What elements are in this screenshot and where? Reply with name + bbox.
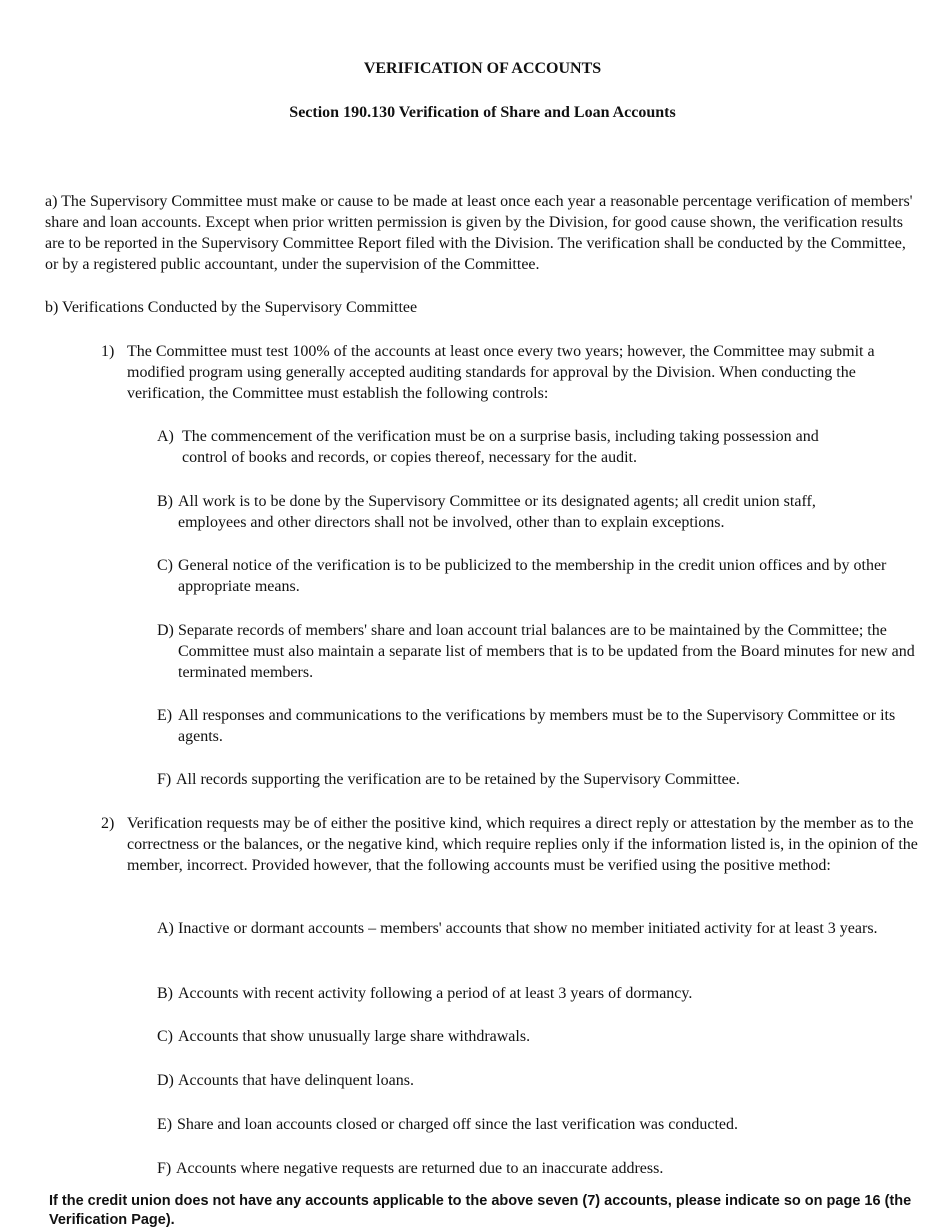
control-item <box>157 426 867 468</box>
control-label: B) <box>157 493 173 510</box>
account-label: C) <box>157 1028 173 1045</box>
account-item <box>157 983 917 1004</box>
section-subtitle: Section 190.130 Verification of Share and Loan Accounts <box>289 104 676 121</box>
account-item <box>157 1114 917 1135</box>
control-text: The commencement of the verification must be on a surprise basis, including taking possession and control of books and records, or copies thereof, necessary for the audit. <box>182 428 819 466</box>
control-text: All work is to be done by the Supervisory Committee or its designated agents; all credit union staff, employees and other directors shall not be involved, other than to explain exceptions. <box>178 493 816 531</box>
document-title: VERIFICATION OF ACCOUNTS <box>363 60 602 77</box>
account-text: Accounts with recent activity following a period of at least 3 years of dormancy. <box>178 985 693 1002</box>
control-label: F) <box>157 771 172 788</box>
item-2-text: Verification requests may be of either the positive kind, which requires a direct reply or attestation by the member as to the correctness or the balances, or the negative kind, which require replies only if the information listed is, in the opinion of the member, incorrect. Provided however, that the following accounts must be verified using the positive method: <box>127 815 918 874</box>
control-text: All responses and communications to the verifications by members must be to the Supervisory Committee or its agents. <box>178 707 896 745</box>
control-label: E) <box>157 707 173 724</box>
account-text: Inactive or dormant accounts – members' accounts that show no member initiated activity for at least 3 years. <box>178 920 878 937</box>
control-label: D) <box>157 622 174 639</box>
account-item <box>157 1158 917 1179</box>
item-1 <box>101 341 921 404</box>
control-label: C) <box>157 557 173 574</box>
account-label: B) <box>157 985 173 1002</box>
account-text: Accounts that have delinquent loans. <box>178 1072 414 1089</box>
account-label: D) <box>157 1072 174 1089</box>
item-1-text: The Committee must test 100% of the accounts at least once every two years; however, the Committee may submit a modified program using generally accepted auditing standards for approval by the Division. When conducting the verification, the Committee must establish the following controls: <box>127 343 875 402</box>
control-item <box>157 705 917 747</box>
account-label: A) <box>157 920 174 937</box>
item-2-label: 2) <box>101 815 115 832</box>
control-item <box>157 491 877 533</box>
item-2 <box>101 813 921 876</box>
footnote: If the credit union does not have any accounts applicable to the above seven (7) accounts, please indicate so on page 16 (the Verification Page). <box>49 1193 912 1228</box>
account-text: Accounts where negative requests are returned due to an inaccurate address. <box>176 1160 664 1177</box>
account-text: Share and loan accounts closed or charged off since the last verification was conducted. <box>177 1116 738 1133</box>
control-item <box>157 620 922 683</box>
account-text: Accounts that show unusually large share withdrawals. <box>178 1028 531 1045</box>
account-item <box>157 918 897 939</box>
section-a-paragraph: a) The Supervisory Committee must make or cause to be made at least once each year a reasonable percentage verification of members' share and loan accounts. Except when prior written permission is given by the Division, for good cause shown, the verification results are to be reported in the Supervisory Committee Report filed with the Division. The verification shall be conducted by the Committee, or by a registered public accountant, under the supervision of the Committee. <box>45 193 913 273</box>
control-item <box>157 769 917 790</box>
control-text: General notice of the verification is to be publicized to the membership in the credit union offices and by other appropriate means. <box>178 557 887 595</box>
account-item <box>157 1070 917 1091</box>
account-item <box>157 1026 917 1047</box>
control-label: A) <box>157 428 174 445</box>
control-text: Separate records of members' share and loan account trial balances are to be maintained by the Committee; the Committee must also maintain a separate list of members that is to be updated from the Board minutes for new and terminated members. <box>178 622 915 681</box>
account-label: F) <box>157 1160 172 1177</box>
item-1-label: 1) <box>101 343 115 360</box>
section-b-heading: b) Verifications Conducted by the Supervisory Committee <box>45 299 418 316</box>
control-text: All records supporting the verification are to be retained by the Supervisory Committee. <box>176 771 740 788</box>
account-label: E) <box>157 1116 173 1133</box>
control-item <box>157 555 907 597</box>
